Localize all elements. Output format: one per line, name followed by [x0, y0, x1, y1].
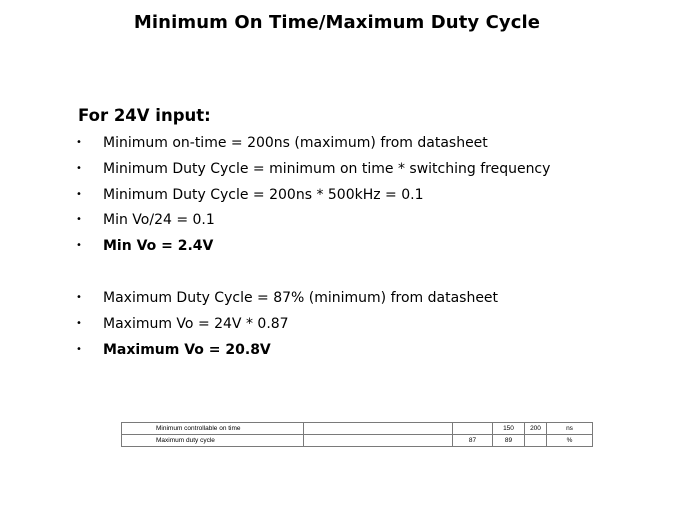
- bullet-item: [76, 212, 215, 228]
- bullet-item: [76, 161, 550, 177]
- table-cell-parameter: Minimum controllable on time: [122, 423, 304, 435]
- bullet-dot-icon: •: [76, 163, 82, 174]
- spec-table: [121, 422, 593, 447]
- bullet-dot-icon: •: [76, 137, 82, 148]
- bullet-text: Maximum Duty Cycle = 87% (minimum) from datasheet: [103, 290, 499, 306]
- bullet-item: [76, 187, 424, 203]
- bullet-text: Min Vo/24 = 0.1: [103, 212, 215, 228]
- table-cell-unit: ns: [547, 423, 593, 435]
- table-cell-condition: [304, 423, 453, 435]
- bullet-text: Maximum Vo = 24V * 0.87: [103, 316, 289, 332]
- bullet-text: Min Vo = 2.4V: [103, 238, 214, 254]
- table-cell-max: 200: [525, 423, 547, 435]
- bullet-text: Minimum on-time = 200ns (maximum) from datasheet: [103, 135, 488, 151]
- bullet-item: [76, 342, 271, 358]
- table-row: [122, 423, 593, 435]
- table-cell-condition: [304, 435, 453, 447]
- bullet-dot-icon: •: [76, 189, 82, 200]
- section-heading: For 24V input:: [78, 106, 211, 125]
- table-cell-typ: 89: [493, 435, 525, 447]
- table-cell-min: 87: [453, 435, 493, 447]
- table-cell-min: [453, 423, 493, 435]
- bullet-item: [76, 316, 289, 332]
- bullet-dot-icon: •: [76, 344, 82, 355]
- bullet-item: [76, 135, 488, 151]
- slide-title: Minimum On Time/Maximum Duty Cycle: [133, 12, 541, 33]
- table-cell-typ: 150: [493, 423, 525, 435]
- bullet-text: Minimum Duty Cycle = 200ns * 500kHz = 0.1: [103, 187, 424, 203]
- bullet-item: [76, 238, 213, 254]
- table-row: [122, 435, 593, 447]
- table-cell-max: [525, 435, 547, 447]
- bullet-text: Maximum Vo = 20.8V: [103, 342, 271, 358]
- bullet-dot-icon: •: [76, 318, 82, 329]
- bullet-dot-icon: •: [76, 214, 82, 225]
- bullet-dot-icon: •: [76, 240, 82, 251]
- bullet-item: [76, 290, 498, 306]
- bullet-text: Minimum Duty Cycle = minimum on time * switching frequency: [103, 161, 551, 177]
- table-cell-unit: %: [547, 435, 593, 447]
- bullet-dot-icon: •: [76, 292, 82, 303]
- table-cell-parameter: Maximum duty cycle: [122, 435, 304, 447]
